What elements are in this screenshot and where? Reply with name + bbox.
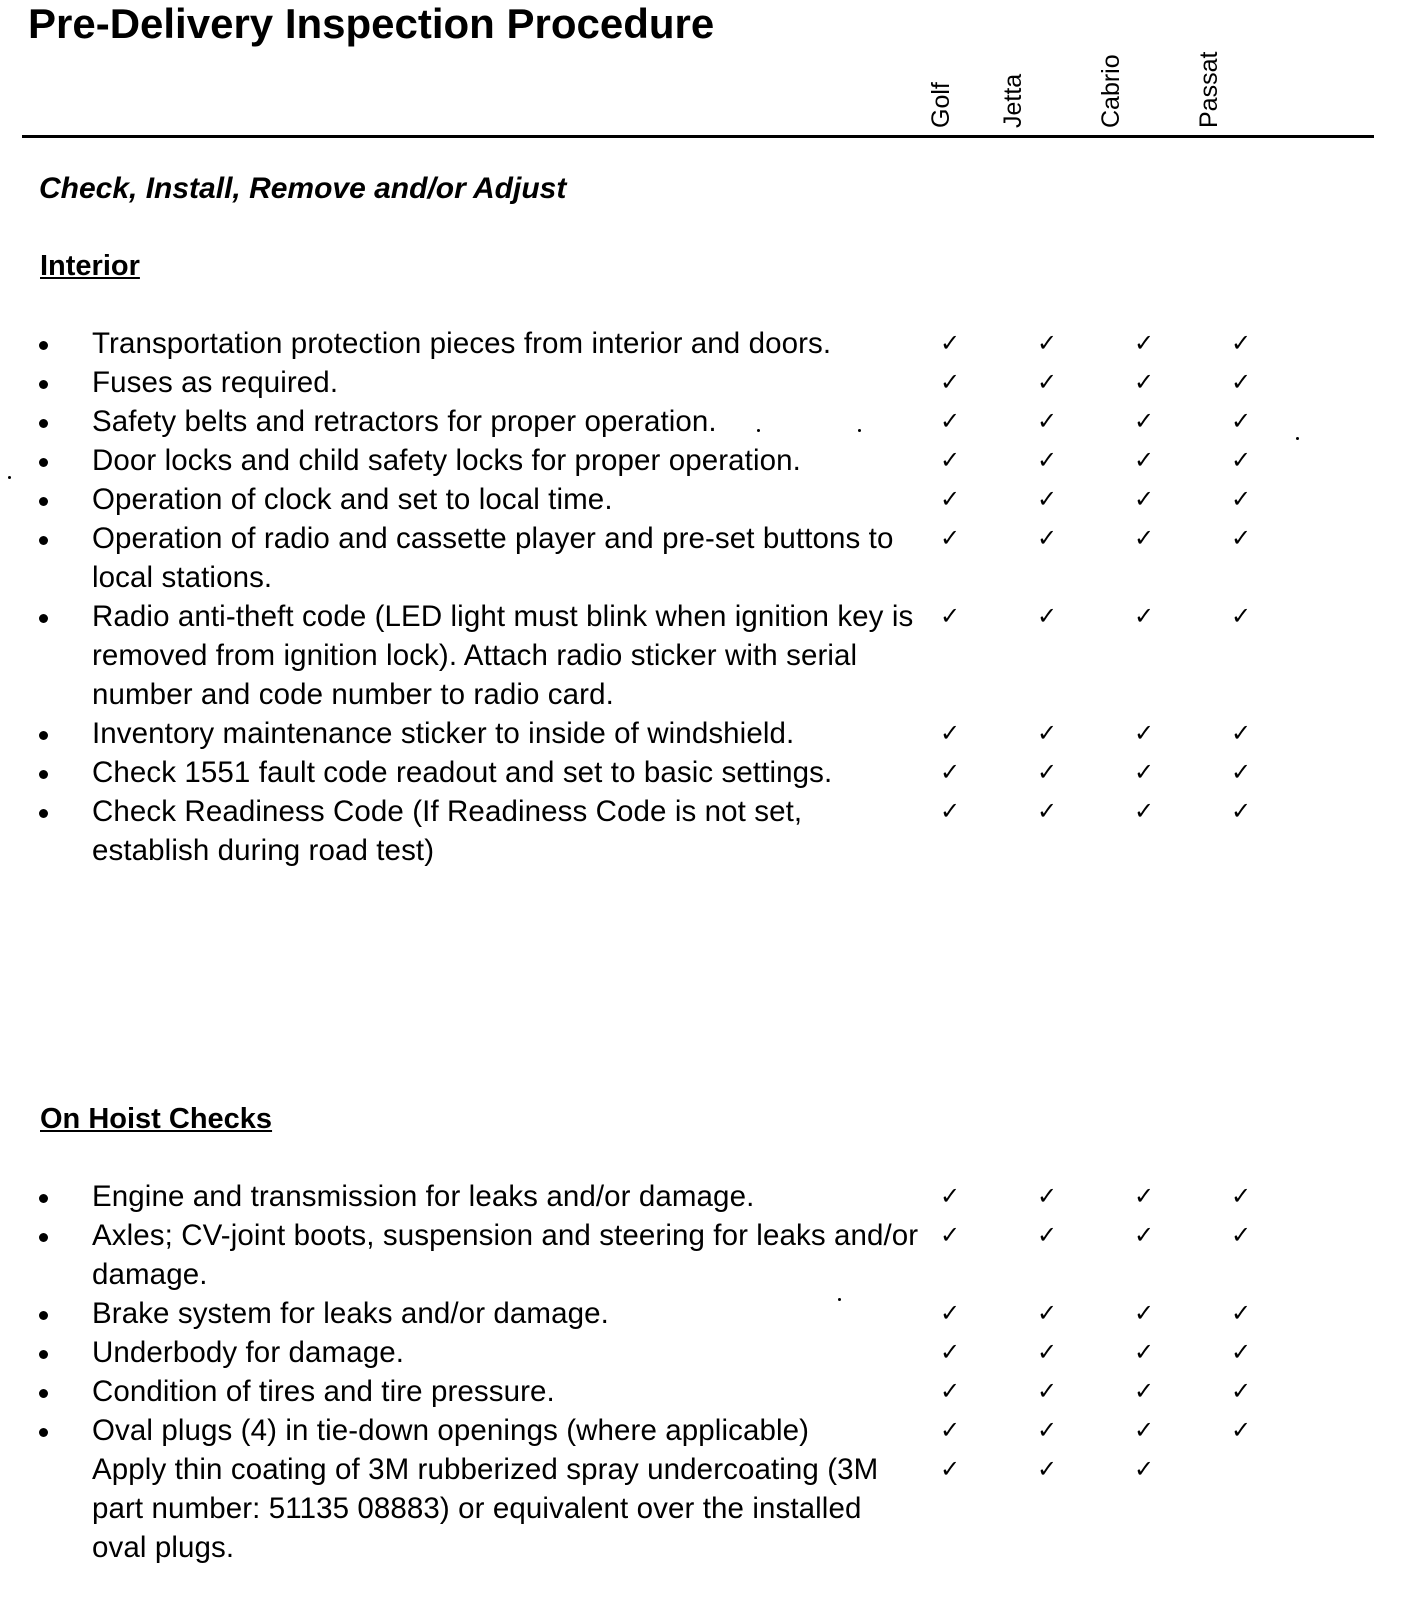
interior-checklist [0, 324, 1408, 870]
checklist-item [0, 441, 1408, 480]
check-mark-icon-jetta: ✓ [1037, 1182, 1058, 1210]
check-mark-icon-cabrio: ✓ [1134, 1455, 1155, 1483]
check-mark-icon-golf: ✓ [940, 407, 961, 435]
checklist-item [0, 480, 1408, 519]
check-mark-icon-cabrio: ✓ [1134, 1338, 1155, 1366]
check-mark-icon-jetta: ✓ [1037, 1299, 1058, 1327]
header-rule [22, 135, 1374, 138]
check-mark-icon-golf: ✓ [940, 1377, 961, 1405]
check-mark-icon-cabrio: ✓ [1134, 407, 1155, 435]
bullet-icon [0, 363, 92, 402]
check-mark-icon-passat: ✓ [1231, 719, 1252, 747]
scan-speck [757, 429, 760, 432]
bullet-icon [0, 402, 92, 441]
check-mark-icon-passat: ✓ [1231, 758, 1252, 786]
checklist-item [0, 1333, 1408, 1372]
check-mark-icon-passat: ✓ [1231, 446, 1252, 474]
check-mark-icon-golf: ✓ [940, 1455, 961, 1483]
checklist-item-text: Brake system for leaks and/or damage. [92, 1297, 609, 1330]
section-title-interior: Interior [40, 250, 140, 282]
bullet-icon [0, 792, 92, 831]
checklist-item-text: Operation of radio and cassette player and pre-set buttons to local stations. [92, 522, 894, 594]
check-mark-icon-passat: ✓ [1231, 524, 1252, 552]
bullet-icon [0, 1177, 92, 1216]
check-mark-icon-cabrio: ✓ [1134, 797, 1155, 825]
checklist-item-text: Oval plugs (4) in tie-down openings (where applicable) [92, 1414, 810, 1447]
bullet-icon [0, 1333, 92, 1372]
section-title-on-hoist-checks: On Hoist Checks [40, 1103, 273, 1135]
check-mark-icon-passat [1231, 1450, 1328, 1489]
applicability-marks [940, 1450, 1328, 1489]
scan-speck [1296, 437, 1299, 440]
check-mark-icon-jetta: ✓ [1037, 797, 1058, 825]
check-mark-icon-passat: ✓ [1231, 407, 1252, 435]
bullet-icon [0, 519, 92, 558]
check-mark-icon-passat: ✓ [1231, 797, 1252, 825]
column-header-golf: Golf [927, 82, 955, 128]
applicability-marks [940, 1333, 1328, 1372]
checklist-item-text: Fuses as required. [92, 366, 339, 399]
bullet-icon [0, 324, 92, 363]
check-mark-icon-passat: ✓ [1231, 329, 1252, 357]
applicability-marks [940, 441, 1328, 480]
check-mark-icon-golf: ✓ [940, 524, 961, 552]
check-mark-icon-passat: ✓ [1231, 602, 1252, 630]
checklist-item-text: Safety belts and retractors for proper operation. [92, 405, 717, 438]
check-mark-icon-cabrio: ✓ [1134, 524, 1155, 552]
check-mark-icon-golf: ✓ [940, 797, 961, 825]
checklist-item-text: Check Readiness Code (If Readiness Code is not set, establish during road test) [92, 795, 803, 867]
applicability-marks [940, 1294, 1328, 1333]
check-mark-icon-jetta: ✓ [1037, 1338, 1058, 1366]
checklist-item [0, 519, 1408, 597]
check-mark-icon-passat: ✓ [1231, 1416, 1252, 1444]
checklist-item-text: Condition of tires and tire pressure. [92, 1375, 555, 1408]
bullet-icon [0, 441, 92, 480]
bullet-icon [0, 597, 92, 636]
checklist-item-text: Apply thin coating of 3M rubberized spray undercoating (3M part number: 51135 08883) or equivalent over the installed oval plugs. [92, 1453, 879, 1564]
check-mark-icon-passat: ✓ [1231, 1338, 1252, 1366]
check-mark-icon-jetta: ✓ [1037, 485, 1058, 513]
check-mark-icon-golf: ✓ [940, 602, 961, 630]
check-mark-icon-golf: ✓ [940, 485, 961, 513]
column-header-cabrio: Cabrio [1097, 54, 1125, 128]
check-mark-icon-golf: ✓ [940, 329, 961, 357]
checklist-item [0, 324, 1408, 363]
procedure-subheading: Check, Install, Remove and/or Adjust [39, 172, 567, 205]
column-header-passat: Passat [1195, 51, 1223, 128]
checklist-item [0, 1450, 1408, 1567]
check-mark-icon-cabrio: ✓ [1134, 1416, 1155, 1444]
checklist-item-text: Transportation protection pieces from interior and doors. [92, 327, 832, 360]
applicability-marks [940, 363, 1328, 402]
check-mark-icon-golf: ✓ [940, 1299, 961, 1327]
bullet-icon [0, 1294, 92, 1333]
bullet-icon [0, 1372, 92, 1411]
check-mark-icon-passat: ✓ [1231, 368, 1252, 396]
check-mark-icon-jetta: ✓ [1037, 1377, 1058, 1405]
applicability-marks [940, 324, 1328, 363]
checklist-item-text: Operation of clock and set to local time. [92, 483, 613, 516]
checklist-item-text: Inventory maintenance sticker to inside of windshield. [92, 717, 795, 750]
checklist-item-text: Radio anti-theft code (LED light must blink when ignition key is removed from ignition lock). Attach radio sticker with serial number and code number to radio card. [92, 600, 914, 711]
checklist-item-text: Engine and transmission for leaks and/or damage. [92, 1180, 755, 1213]
checklist-item [0, 753, 1408, 792]
checklist-item [0, 792, 1408, 870]
check-mark-icon-jetta: ✓ [1037, 719, 1058, 747]
checklist-item [0, 1177, 1408, 1216]
check-mark-icon-passat: ✓ [1231, 1221, 1252, 1249]
check-mark-icon-cabrio: ✓ [1134, 758, 1155, 786]
check-mark-icon-cabrio: ✓ [1134, 485, 1155, 513]
checklist-item [0, 402, 1408, 441]
scan-speck [8, 476, 11, 479]
check-mark-icon-cabrio: ✓ [1134, 602, 1155, 630]
applicability-marks [940, 792, 1328, 831]
check-mark-icon-golf: ✓ [940, 368, 961, 396]
applicability-marks [940, 1372, 1328, 1411]
check-mark-icon-passat: ✓ [1231, 1182, 1252, 1210]
check-mark-icon-jetta: ✓ [1037, 407, 1058, 435]
page-title: Pre-Delivery Inspection Procedure [28, 0, 715, 47]
checklist-item-text: Axles; CV-joint boots, suspension and steering for leaks and/or damage. [92, 1219, 919, 1291]
checklist-item-text: Check 1551 fault code readout and set to basic settings. [92, 756, 833, 789]
check-mark-icon-golf: ✓ [940, 1416, 961, 1444]
check-mark-icon-cabrio: ✓ [1134, 719, 1155, 747]
check-mark-icon-jetta: ✓ [1037, 1416, 1058, 1444]
check-mark-icon-jetta: ✓ [1037, 329, 1058, 357]
bullet-icon [0, 714, 92, 753]
check-mark-icon-golf: ✓ [940, 1182, 961, 1210]
check-mark-icon-passat: ✓ [1231, 1377, 1252, 1405]
check-mark-icon-golf: ✓ [940, 719, 961, 747]
check-mark-icon-jetta: ✓ [1037, 1221, 1058, 1249]
check-mark-icon-cabrio: ✓ [1134, 368, 1155, 396]
bullet-icon [0, 753, 92, 792]
scan-speck [858, 429, 861, 432]
bullet-icon [0, 480, 92, 519]
check-mark-icon-golf: ✓ [940, 446, 961, 474]
check-mark-icon-cabrio: ✓ [1134, 329, 1155, 357]
checklist-item [0, 1216, 1408, 1294]
applicability-marks [940, 1177, 1328, 1216]
applicability-marks [940, 402, 1328, 441]
check-mark-icon-cabrio: ✓ [1134, 446, 1155, 474]
on-hoist-checklist [0, 1177, 1408, 1567]
bullet-icon [0, 1216, 92, 1255]
applicability-marks [940, 1411, 1328, 1450]
checklist-item [0, 1294, 1408, 1333]
applicability-marks [940, 519, 1328, 558]
checklist-item [0, 1411, 1408, 1450]
applicability-marks [940, 480, 1328, 519]
check-mark-icon-cabrio: ✓ [1134, 1377, 1155, 1405]
scan-speck [838, 1298, 841, 1301]
checklist-item-text: Underbody for damage. [92, 1336, 405, 1369]
check-mark-icon-golf: ✓ [940, 1221, 961, 1249]
applicability-marks [940, 1216, 1328, 1255]
check-mark-icon-jetta: ✓ [1037, 368, 1058, 396]
check-mark-icon-cabrio: ✓ [1134, 1182, 1155, 1210]
check-mark-icon-jetta: ✓ [1037, 758, 1058, 786]
check-mark-icon-passat: ✓ [1231, 485, 1252, 513]
check-mark-icon-golf: ✓ [940, 1338, 961, 1366]
checklist-item [0, 597, 1408, 714]
checklist-item [0, 363, 1408, 402]
check-mark-icon-jetta: ✓ [1037, 524, 1058, 552]
check-mark-icon-cabrio: ✓ [1134, 1299, 1155, 1327]
check-mark-icon-jetta: ✓ [1037, 602, 1058, 630]
applicability-marks [940, 597, 1328, 636]
check-mark-icon-cabrio: ✓ [1134, 1221, 1155, 1249]
checklist-item [0, 714, 1408, 753]
check-mark-icon-jetta: ✓ [1037, 1455, 1058, 1483]
bullet-icon [0, 1411, 92, 1450]
checklist-item [0, 1372, 1408, 1411]
column-header-jetta: Jetta [999, 73, 1027, 128]
checklist-item-text: Door locks and child safety locks for proper operation. [92, 444, 801, 477]
check-mark-icon-jetta: ✓ [1037, 446, 1058, 474]
check-mark-icon-golf: ✓ [940, 758, 961, 786]
check-mark-icon-passat: ✓ [1231, 1299, 1252, 1327]
applicability-marks [940, 714, 1328, 753]
applicability-marks [940, 753, 1328, 792]
